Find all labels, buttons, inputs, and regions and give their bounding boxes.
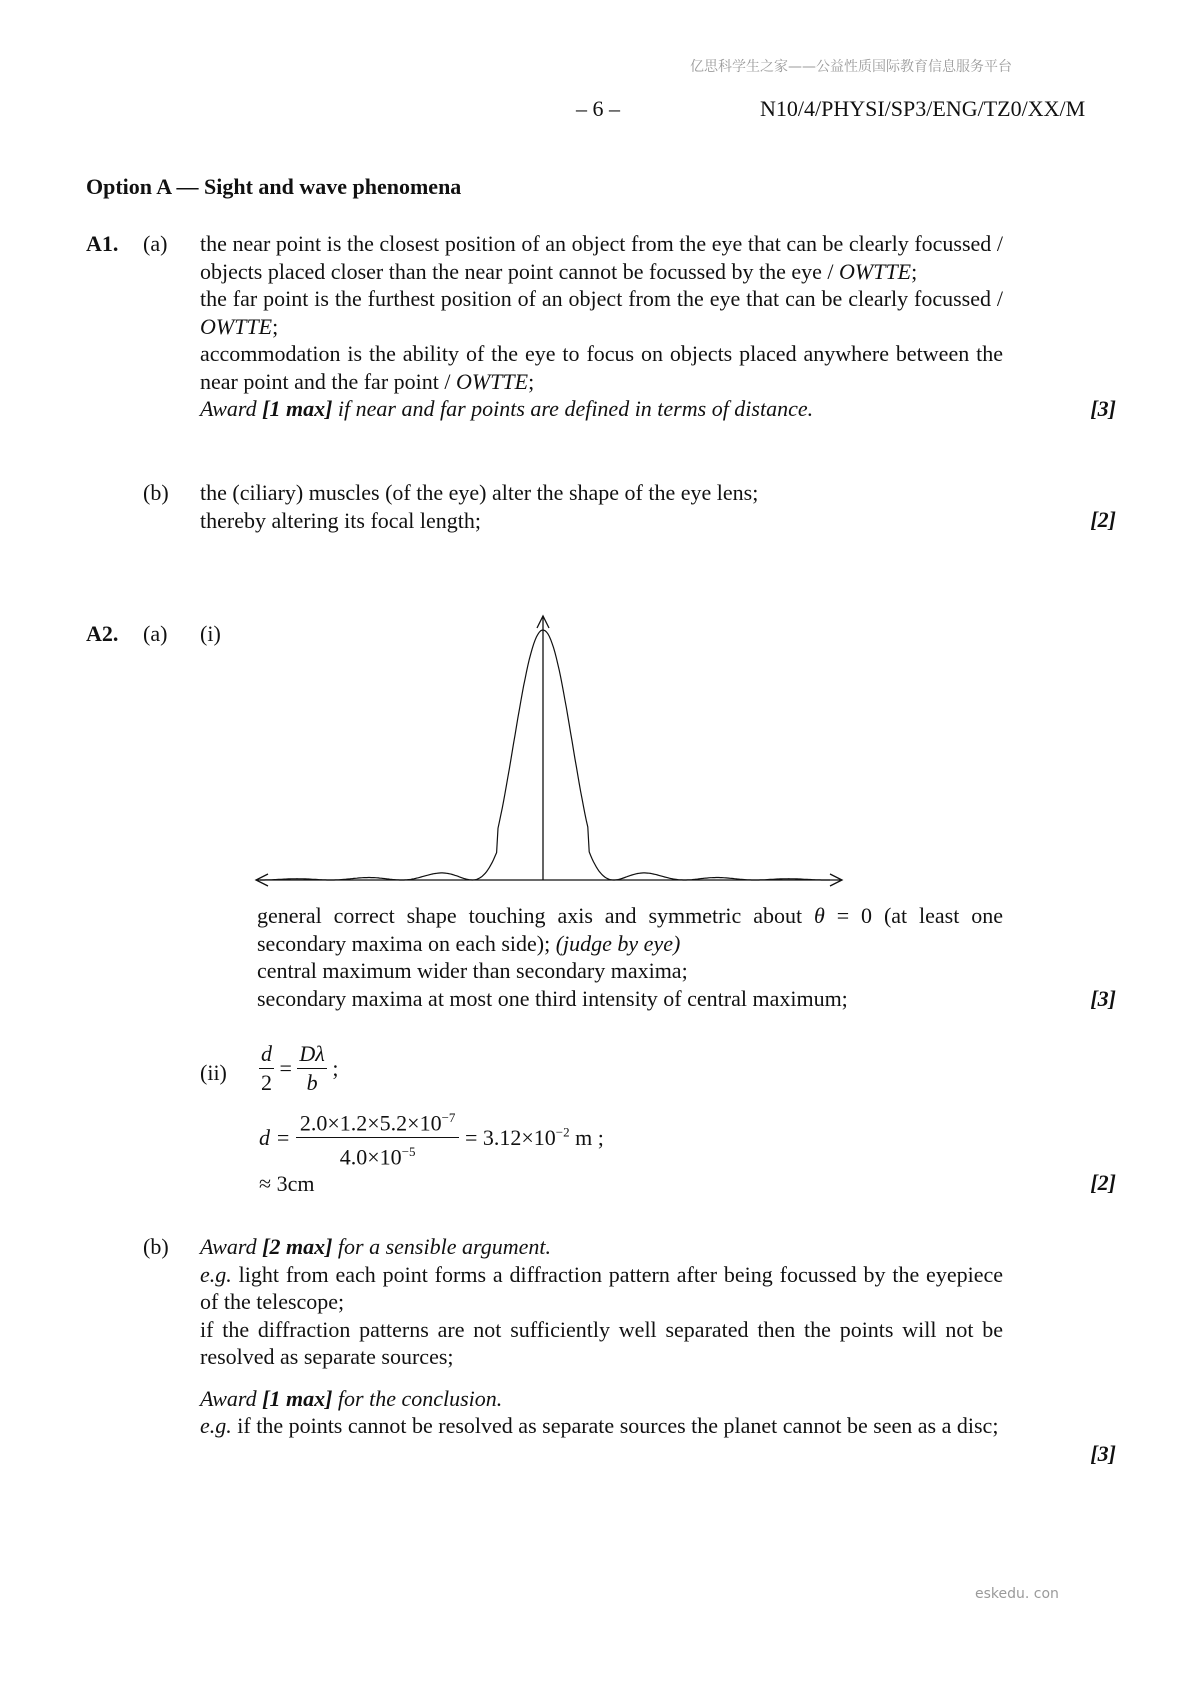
a2-b-award-1: Award [2 max] for a sensible argument. bbox=[200, 1234, 551, 1259]
a2-part-a-label: (a) bbox=[143, 621, 168, 646]
a2-b-example-1: e.g. light from each point forms a diffraction pattern after being focussed by the eyepiece of the telescope; bbox=[200, 1261, 1003, 1314]
a1-part-a-label: (a) bbox=[143, 231, 168, 256]
a2-part-b-label: (b) bbox=[143, 1234, 169, 1259]
a2-a-ii-label: (ii) bbox=[200, 1060, 227, 1085]
a2-part-b-text bbox=[200, 1233, 1003, 1440]
intensity-curve bbox=[260, 630, 830, 880]
fraction-dlambda-over-b: $\frac{D\lambda}{b}$ bbox=[299, 1041, 325, 1095]
watermark-top: 亿思科学生之家——公益性质国际教育信息服务平台 bbox=[690, 59, 1012, 75]
diffraction-pattern-graph bbox=[250, 612, 850, 897]
fraction-d-over-2: $\frac{d}{2}$ bbox=[261, 1041, 272, 1095]
a2-b-separation: if the diffraction patterns are not sufficiently well separated then the points will not be resolved as separate sources; bbox=[200, 1316, 1003, 1369]
question-a2-number: A2. bbox=[86, 621, 119, 646]
a1-a-near-point: the near point is the closest position of an object from the eye that can be clearly focussed / objects placed closer than the near point cannot be focussed by the eye / OWTTE; bbox=[200, 231, 1003, 284]
a1-a-mark: [3] bbox=[1090, 396, 1116, 421]
option-title: Option A — Sight and wave phenomena bbox=[86, 174, 462, 199]
a1-part-a-text bbox=[200, 230, 1003, 423]
a1-b-line1: the (ciliary) muscles (of the eye) alter the shape of the eye lens; bbox=[200, 480, 759, 505]
a2-a-ii-formula-2: d = $\frac{2.0\times 1.2\times 5.2\times 10^{-7}}{4.0\times 10^{-5}}$ = $3.12\times 10^{-2}$ m ; bbox=[259, 1104, 604, 1172]
a1-b-line2: thereby altering its focal length; bbox=[200, 507, 482, 533]
a1-part-b-label: (b) bbox=[143, 480, 169, 505]
a1-a-award-note: Award [1 max] if near and far points are defined in terms of distance. bbox=[200, 396, 814, 421]
a2-a-ii-formula-1: $\frac{d}{2}$ = $\frac{D\lambda}{b}$ ; bbox=[261, 1041, 339, 1095]
a2-a-i-central-wider: central maximum wider than secondary maxima; bbox=[257, 958, 688, 983]
a2-b-mark: [3] bbox=[1090, 1441, 1116, 1466]
a1-b-mark: [2] bbox=[1090, 507, 1116, 532]
a2-a-i-shape: general correct shape touching axis and symmetric about θ = 0 (at least one secondary maxima on each side); (judge by eye) bbox=[257, 903, 1004, 956]
a1-part-b-text bbox=[200, 479, 1003, 534]
fraction-calculation: $\frac{2.0\times 1.2\times 5.2\times 10^{-7}}{4.0\times 10^{-5}}$ bbox=[296, 1104, 460, 1172]
question-a1-number: A1. bbox=[86, 231, 119, 256]
theta-symbol: θ bbox=[814, 903, 825, 928]
a2-a-i-mark: [3] bbox=[1090, 986, 1116, 1011]
a2-a-ii-mark: [2] bbox=[1090, 1170, 1116, 1195]
a1-a-far-point: the far point is the furthest position of an object from the eye that can be clearly focussed / OWTTE; bbox=[200, 286, 1003, 339]
a2-a-i-text bbox=[257, 902, 1003, 1012]
watermark-bottom: eskedu. con bbox=[975, 1586, 1059, 1602]
a1-a-accommodation: accommodation is the ability of the eye to focus on objects placed anywhere between the near point and the far point / OWTTE; bbox=[200, 341, 1003, 394]
a2-a-i-label: (i) bbox=[200, 621, 221, 646]
a2-a-ii-approx: ≈ 3cm bbox=[259, 1171, 315, 1196]
a2-b-example-2: e.g. if the points cannot be resolved as separate sources the planet cannot be seen as a disc; bbox=[200, 1413, 999, 1438]
document-code: N10/4/PHYSI/SP3/ENG/TZ0/XX/M bbox=[760, 96, 1086, 121]
page-number: – 6 – bbox=[576, 96, 620, 121]
a2-a-i-secondary-intensity: secondary maxima at most one third intensity of central maximum; bbox=[257, 985, 848, 1011]
a2-b-award-2: Award [1 max] for the conclusion. bbox=[200, 1385, 503, 1411]
